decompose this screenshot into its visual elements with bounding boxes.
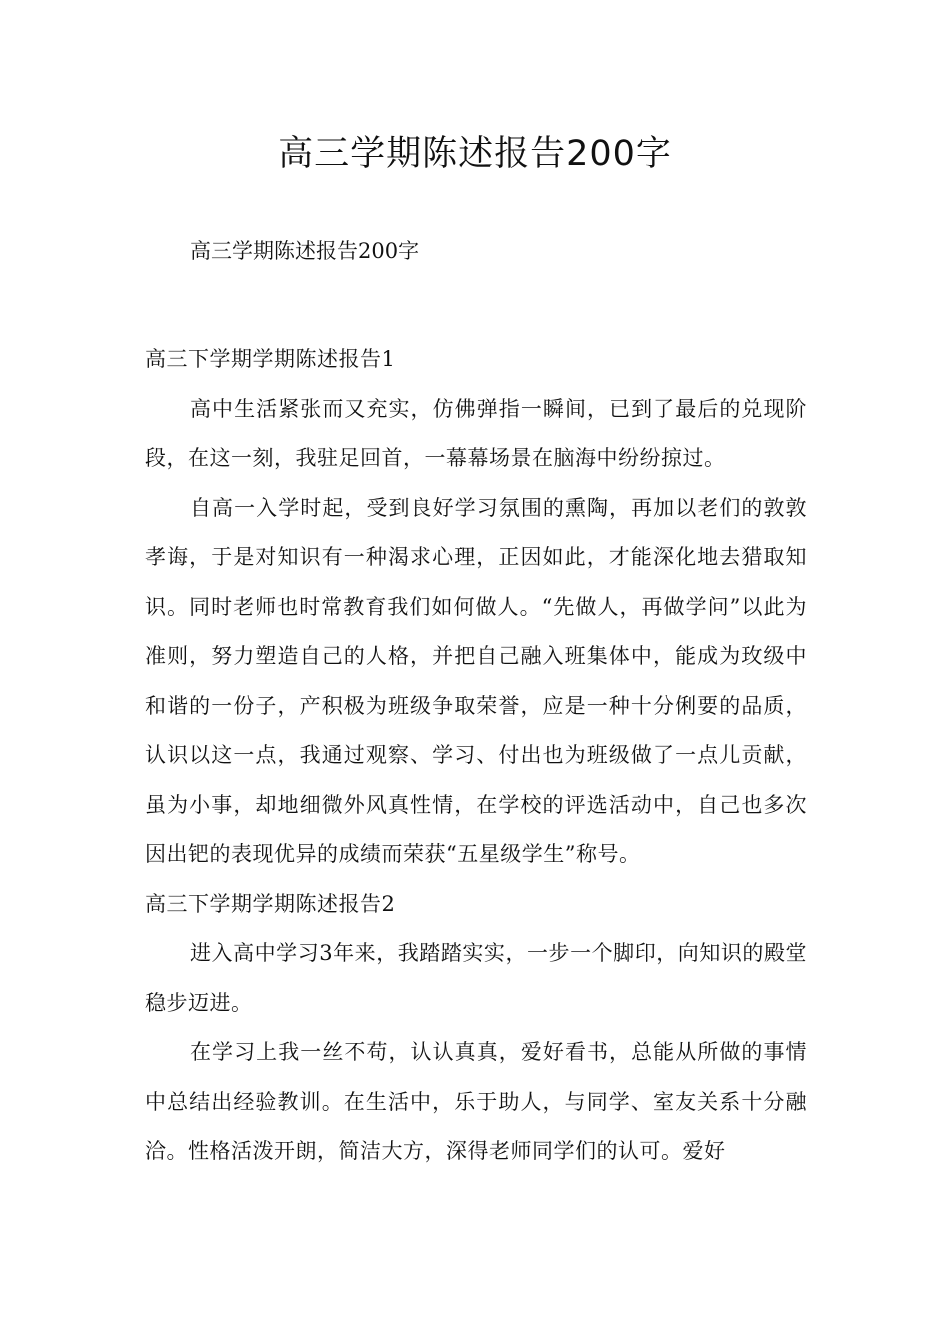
section-heading-2: 高三下学期学期陈述报告2 xyxy=(145,891,396,916)
section-2-paragraph-2: 在学习上我一丝不苟，认认真真，爱好看书，总能从所做的事情中总结出经验教训。在生活中，乐于助人，与同学、室友关系十分融洽。性格活泼开朗，简洁大方，深得老师同学们的认可。爱好 xyxy=(145,1040,807,1163)
document-title: 高三学期陈述报告200字 xyxy=(278,134,672,174)
section-2-paragraph-1: 进入高中学习3年来，我踏踏实实，一步一个脚印，向知识的殿堂稳步迈进。 xyxy=(145,941,807,1015)
section-heading-1: 高三下学期学期陈述报告1 xyxy=(145,347,396,371)
document-subtitle: 高三学期陈述报告200字 xyxy=(190,239,420,263)
document-body xyxy=(145,335,807,1177)
section-1-paragraph-1: 高中生活紧张而又充实，仿佛弹指一瞬间，已到了最后的兑现阶段，在这一刻，我驻足回首，一幕幕场景在脑海中纷纷掠过。 xyxy=(145,396,807,470)
section-1-paragraph-2: 自高一入学时起，受到良好学习氛围的熏陶，再加以老们的敦敦孝诲，于是对知识有一种渴求心理，正因如此，才能深化地去猎取知识。同时老师也时常教育我们如何做人。“先做人，再做学问”以此为准则，努力塑造自己的人格，并把自己融入班集体中，能成为玫级中和谐的一份子，产积极为班级争取荣誉，应是一种十分俐要的品质，认识以这一点，我通过观察、学习、付出也为班级做了一点儿贡献，虽为小事，却地细微外风真性情，在学校的评选活动中，自己也多次因出钯的表现优异的成绩而荣获“五星级学生”称号。 xyxy=(145,495,807,866)
